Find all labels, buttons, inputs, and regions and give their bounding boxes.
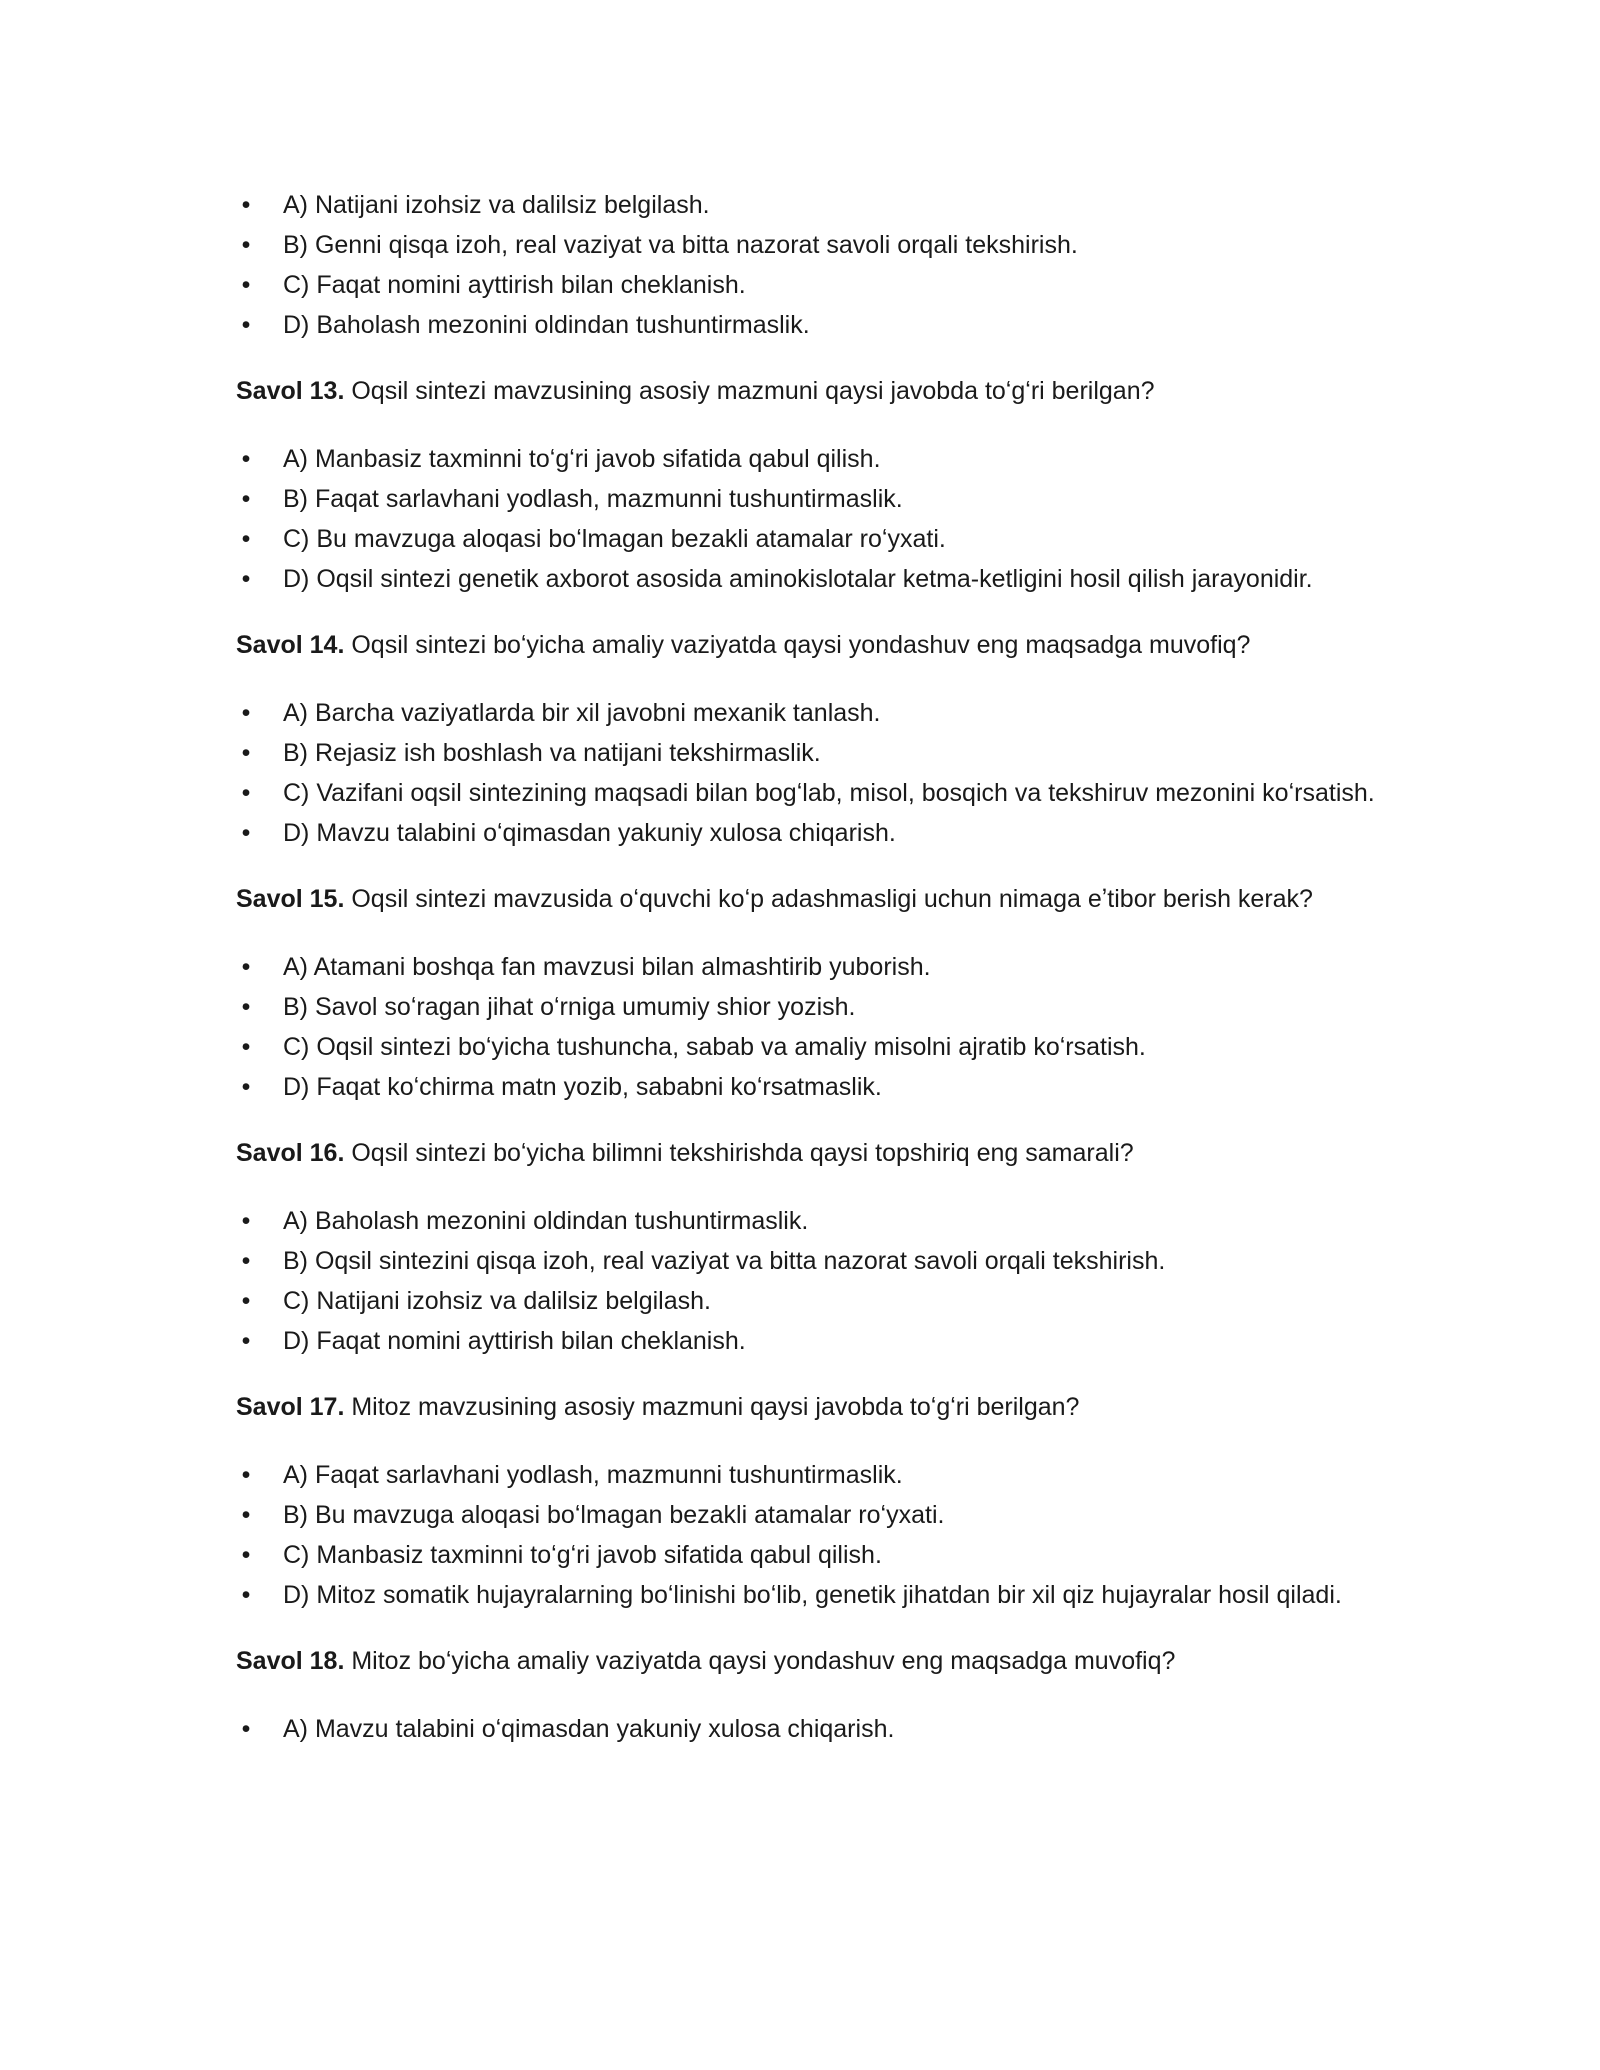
bullet-icon: • bbox=[241, 1287, 251, 1315]
option-text: A) Atamani boshqa fan mavzusi bilan almashtirib yuborish. bbox=[283, 953, 931, 981]
bullet-icon: • bbox=[241, 699, 251, 727]
option-text: D) Mavzu talabini oʻqimasdan yakuniy xulosa chiqarish. bbox=[283, 819, 896, 847]
bullet-icon: • bbox=[241, 779, 251, 807]
option-item bbox=[236, 1027, 1376, 1067]
option-item bbox=[236, 987, 1376, 1027]
bullet-icon: • bbox=[241, 819, 251, 847]
option-item bbox=[236, 519, 1376, 559]
question-number: Savol 13. bbox=[236, 377, 345, 405]
option-item bbox=[236, 1575, 1376, 1615]
bullet-icon: • bbox=[241, 953, 251, 981]
option-list bbox=[236, 1201, 1376, 1361]
question-text: Oqsil sintezi mavzusining asosiy mazmuni qaysi javobda toʻgʻri berilgan? bbox=[344, 377, 1155, 405]
option-text: B) Oqsil sintezini qisqa izoh, real vaziyat va bitta nazorat savoli orqali tekshirish. bbox=[283, 1247, 1166, 1275]
option-text: C) Faqat nomini ayttirish bilan cheklanish. bbox=[283, 271, 746, 299]
option-text: B) Rejasiz ish boshlash va natijani tekshirmaslik. bbox=[283, 739, 821, 767]
option-item bbox=[236, 225, 1376, 265]
question-text: Mitoz boʻyicha amaliy vaziyatda qaysi yondashuv eng maqsadga muvofiq? bbox=[344, 1647, 1176, 1675]
option-item bbox=[236, 1201, 1376, 1241]
option-text: A) Baholash mezonini oldindan tushuntirmaslik. bbox=[283, 1207, 809, 1235]
option-text: B) Genni qisqa izoh, real vaziyat va bitta nazorat savoli orqali tekshirish. bbox=[283, 231, 1078, 259]
option-item bbox=[236, 559, 1376, 599]
option-text: D) Baholash mezonini oldindan tushuntirmaslik. bbox=[283, 311, 810, 339]
bullet-icon: • bbox=[241, 1207, 251, 1235]
option-text: B) Savol soʻragan jihat oʻrniga umumiy shior yozish. bbox=[283, 993, 856, 1021]
option-item bbox=[236, 185, 1376, 225]
bullet-icon: • bbox=[241, 231, 251, 259]
option-list bbox=[236, 947, 1376, 1107]
option-list bbox=[236, 693, 1376, 853]
option-item bbox=[236, 305, 1376, 345]
bullet-icon: • bbox=[241, 445, 251, 473]
question-14 bbox=[236, 625, 1376, 665]
option-item bbox=[236, 1067, 1376, 1107]
question-17 bbox=[236, 1387, 1376, 1427]
bullet-icon: • bbox=[241, 1541, 251, 1569]
option-item bbox=[236, 1281, 1376, 1321]
option-list bbox=[236, 1709, 1376, 1749]
question-text: Mitoz mavzusining asosiy mazmuni qaysi javobda toʻgʻri berilgan? bbox=[344, 1393, 1080, 1421]
bullet-icon: • bbox=[241, 1327, 251, 1355]
option-item bbox=[236, 1455, 1376, 1495]
question-16 bbox=[236, 1133, 1376, 1173]
question-13 bbox=[236, 371, 1376, 411]
bullet-icon: • bbox=[241, 565, 251, 593]
option-item bbox=[236, 1535, 1376, 1575]
document-page bbox=[236, 185, 1376, 1749]
question-number: Savol 14. bbox=[236, 631, 345, 659]
option-text: C) Bu mavzuga aloqasi boʻlmagan bezakli atamalar roʻyxati. bbox=[283, 525, 946, 553]
question-number: Savol 16. bbox=[236, 1139, 345, 1167]
option-item bbox=[236, 439, 1376, 479]
question-number: Savol 17. bbox=[236, 1393, 345, 1421]
option-item bbox=[236, 813, 1376, 853]
bullet-icon: • bbox=[241, 311, 251, 339]
bullet-icon: • bbox=[241, 485, 251, 513]
option-text: B) Bu mavzuga aloqasi boʻlmagan bezakli atamalar roʻyxati. bbox=[283, 1501, 945, 1529]
bullet-icon: • bbox=[241, 1073, 251, 1101]
bullet-icon: • bbox=[241, 1461, 251, 1489]
option-item bbox=[236, 1495, 1376, 1535]
option-text: C) Natijani izohsiz va dalilsiz belgilash. bbox=[283, 1287, 711, 1315]
bullet-icon: • bbox=[241, 271, 251, 299]
question-text: Oqsil sintezi boʻyicha amaliy vaziyatda qaysi yondashuv eng maqsadga muvofiq? bbox=[344, 631, 1251, 659]
option-item bbox=[236, 693, 1376, 733]
question-text: Oqsil sintezi boʻyicha bilimni tekshirishda qaysi topshiriq eng samarali? bbox=[344, 1139, 1134, 1167]
bullet-icon: • bbox=[241, 739, 251, 767]
option-text: D) Oqsil sintezi genetik axborot asosida aminokislotalar ketma-ketligini hosil qilish jarayonidir. bbox=[283, 565, 1313, 593]
option-item bbox=[236, 1321, 1376, 1361]
option-text: A) Manbasiz taxminni toʻgʻri javob sifatida qabul qilish. bbox=[283, 445, 881, 473]
option-list bbox=[236, 1455, 1376, 1615]
option-list bbox=[236, 185, 1376, 345]
option-item bbox=[236, 1241, 1376, 1281]
option-text: B) Faqat sarlavhani yodlash, mazmunni tushuntirmaslik. bbox=[283, 485, 903, 513]
option-item bbox=[236, 479, 1376, 519]
question-number: Savol 18. bbox=[236, 1647, 345, 1675]
option-text: A) Mavzu talabini oʻqimasdan yakuniy xulosa chiqarish. bbox=[283, 1715, 895, 1743]
option-text: A) Barcha vaziyatlarda bir xil javobni mexanik tanlash. bbox=[283, 699, 881, 727]
bullet-icon: • bbox=[241, 1501, 251, 1529]
option-text: D) Mitoz somatik hujayralarning boʻlinishi boʻlib, genetik jihatdan bir xil qiz hujayralar hosil qiladi. bbox=[283, 1581, 1342, 1609]
option-text: A) Faqat sarlavhani yodlash, mazmunni tushuntirmaslik. bbox=[283, 1461, 903, 1489]
option-text: A) Natijani izohsiz va dalilsiz belgilash. bbox=[283, 191, 710, 219]
bullet-icon: • bbox=[241, 1715, 251, 1743]
option-text: C) Oqsil sintezi boʻyicha tushuncha, sabab va amaliy misolni ajratib koʻrsatish. bbox=[283, 1033, 1146, 1061]
option-list bbox=[236, 439, 1376, 599]
option-text: D) Faqat nomini ayttirish bilan cheklanish. bbox=[283, 1327, 746, 1355]
question-18 bbox=[236, 1641, 1376, 1681]
question-text: Oqsil sintezi mavzusida oʻquvchi koʻp adashmasligi uchun nimaga eʼtibor berish kerak? bbox=[344, 885, 1313, 913]
option-item bbox=[236, 947, 1376, 987]
option-text: D) Faqat koʻchirma matn yozib, sababni koʻrsatmaslik. bbox=[283, 1073, 882, 1101]
option-item bbox=[236, 733, 1376, 773]
option-item bbox=[236, 265, 1376, 305]
bullet-icon: • bbox=[241, 1247, 251, 1275]
option-item bbox=[236, 1709, 1376, 1749]
bullet-icon: • bbox=[241, 1581, 251, 1609]
option-item bbox=[236, 773, 1376, 813]
option-text: C) Manbasiz taxminni toʻgʻri javob sifatida qabul qilish. bbox=[283, 1541, 882, 1569]
option-text: C) Vazifani oqsil sintezining maqsadi bilan bogʻlab, misol, bosqich va tekshiruv mezonini koʻrsatish. bbox=[283, 779, 1375, 807]
bullet-icon: • bbox=[241, 191, 251, 219]
bullet-icon: • bbox=[241, 525, 251, 553]
question-number: Savol 15. bbox=[236, 885, 345, 913]
question-15 bbox=[236, 879, 1376, 919]
bullet-icon: • bbox=[241, 993, 251, 1021]
bullet-icon: • bbox=[241, 1033, 251, 1061]
